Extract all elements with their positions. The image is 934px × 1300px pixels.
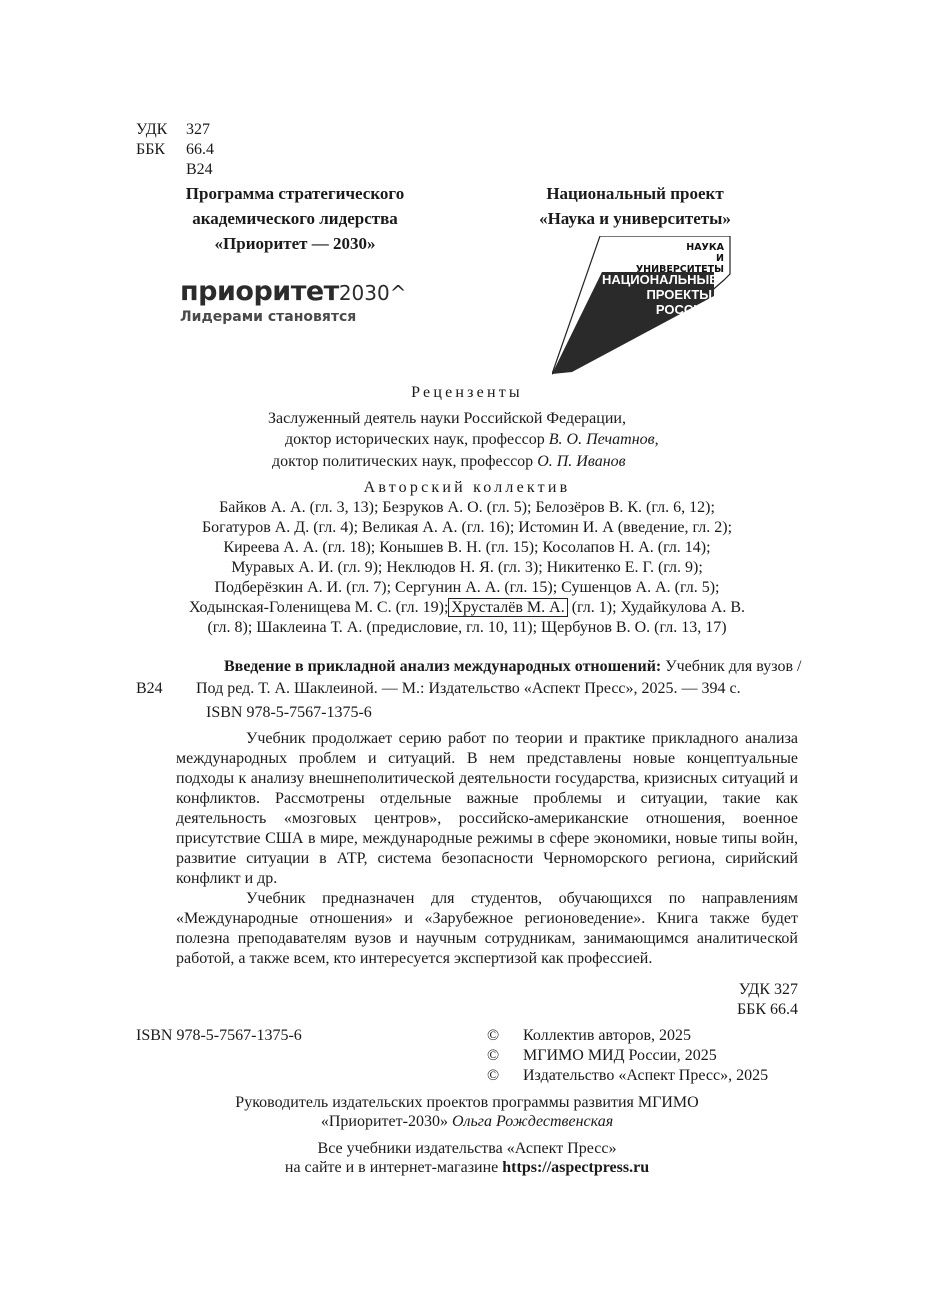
reviewer-2-degree: доктор политических наук, профессор <box>272 453 538 470</box>
authors-line-1: Байков А. А. (гл. 3, 13); Безруков А. О. (гл. 5); Белозёров В. К. (гл. 6, 12); <box>219 499 715 516</box>
logo-small-line-1: НАУКА <box>686 242 724 253</box>
udk-value: 327 <box>186 121 210 138</box>
logo-big-text <box>602 272 718 317</box>
footer-program: «Приоритет-2030» <box>320 1113 452 1130</box>
authors-line-4: Муравых А. И. (гл. 9); Неклюдов Н. Я. (гл. 3); Никитенко Е. Г. (гл. 9); <box>231 559 703 576</box>
annotation <box>176 729 798 969</box>
isbn-bottom: ISBN 978-5-7567-1375-6 <box>136 1027 302 1044</box>
reviewer-1-name: В. О. Печатнов, <box>548 431 659 448</box>
copyright-row-3 <box>487 1066 768 1086</box>
copyright-row-2 <box>487 1046 717 1066</box>
logo-big-line-3: РОССИИ <box>655 302 712 317</box>
program-line-2: академического лидерства <box>192 209 398 228</box>
udk-code <box>136 120 210 140</box>
priority-2030-logo <box>180 276 406 325</box>
author-mark: В24 <box>186 161 213 178</box>
footer-line-3: Все учебники издательства «Аспект Пресс» <box>317 1140 617 1157</box>
authors-line-5: Подберёзкин А. И. (гл. 7); Сергунин А. А. (гл. 15); Сушенцов А. А. (гл. 5); <box>214 579 720 596</box>
book-title: Введение в прикладной анализ международных отношений: <box>224 658 662 675</box>
program-heading <box>150 181 440 256</box>
copyright-symbol: © <box>487 1047 500 1064</box>
author-rest: (гл. 1); Худайкулова А. В. <box>567 599 745 616</box>
footer-site-text: на сайте и в интернет-магазине <box>284 1159 503 1176</box>
logo-small-line-2: И УНИВЕРСИТЕТЫ <box>635 253 724 275</box>
authors-line-7: (гл. 8); Шаклеина Т. А. (предисловие, гл. 10, 11); Щербунов В. О. (гл. 13, 17) <box>207 619 727 636</box>
program-line-3: «Приоритет — 2030» <box>214 234 376 253</box>
bbk-value: 66.4 <box>186 141 214 158</box>
citation-mark: В24 <box>136 680 163 697</box>
copyright-item: Коллектив авторов, 2025 <box>523 1027 691 1044</box>
copyright-item: Издательство «Аспект Пресс», 2025 <box>523 1067 769 1084</box>
bbk-bottom: ББК 66.4 <box>736 1001 798 1018</box>
authors-line-3: Киреева А. А. (гл. 18); Конышев В. Н. (гл. 15); Косолапов Н. А. (гл. 14); <box>223 539 711 556</box>
reviewer-1-line-2 <box>285 430 659 450</box>
footer-line-1: Руководитель издательских проектов программы развития МГИМО <box>235 1094 699 1111</box>
logo-small-text <box>632 242 724 275</box>
footer-line-4 <box>0 1158 934 1178</box>
highlighted-author[interactable]: Хрусталёв М. А. <box>448 598 567 617</box>
national-projects-logo <box>552 236 732 376</box>
authors-line-2: Богатуров А. Д. (гл. 4); Великая А. А. (гл. 16); Истомин И. А (введение, гл. 2); <box>201 519 733 536</box>
reviewer-2-name: О. П. Иванов <box>537 453 626 470</box>
project-line-2: «Наука и университеты» <box>539 209 731 228</box>
citation-title-line <box>224 657 801 677</box>
reviewer-1-line-1: Заслуженный деятель науки Российской Федерации, <box>268 410 626 427</box>
footer-line-2 <box>0 1112 934 1132</box>
logo-year: 2030^ <box>338 281 407 305</box>
annotation-paragraph-2: Учебник предназначен для студентов, обучающихся по направлениям «Международные отношения» и «Зарубежное регионоведение». Книга также будет полезна преподавателям вузов и научным сотрудникам, занимающимся аналитической работой, а также всем, кто интересуется экспертизой как профессией. <box>176 890 798 967</box>
logo-tagline: Лидерами становятся <box>180 309 357 325</box>
udk-label: УДК <box>136 121 168 138</box>
bbk-code <box>136 140 214 160</box>
reviewers-title: Рецензенты <box>411 384 523 401</box>
book-title-rest: Учебник для вузов / <box>661 658 802 675</box>
citation-publisher-line: Под ред. Т. А. Шаклеиной. — М.: Издательство «Аспект Пресс», 2025. — 394 с. <box>196 680 741 697</box>
project-heading <box>490 181 780 231</box>
authors-line-6 <box>0 598 934 618</box>
project-line-1: Национальный проект <box>546 184 724 203</box>
udk-bottom: УДК 327 <box>738 981 798 998</box>
copyright-item: МГИМО МИД России, 2025 <box>523 1047 717 1064</box>
copyright-symbol: © <box>487 1067 500 1084</box>
copyright-symbol: © <box>487 1027 500 1044</box>
logo-big-line-1: НАЦИОНАЛЬНЫЕ <box>602 272 718 287</box>
citation-isbn: ISBN 978-5-7567-1375-6 <box>206 704 372 721</box>
authors-title: Авторский коллектив <box>363 479 571 496</box>
annotation-paragraph-1: Учебник продолжает серию работ по теории и практике прикладного анализа международных проблем и ситуаций. В нем представлены новые концептуальные подходы к анализу внешнеполитической деятельности государства, кризисных ситуаций и конфликтов. Рассмотрены отдельные важные проблемы и ситуации, такие как деятельность «мозговых центров», российско-американские отношения, военное присутствие США в мире, международные режимы в сфере экономики, новые типы войн, развитие ситуации в АТР, система безопасности Черноморского региона, сирийский конфликт и др. <box>176 730 798 887</box>
program-line-1: Программа стратегического <box>185 184 405 203</box>
reviewer-2-line <box>272 452 626 472</box>
publisher-url-link[interactable]: https://aspectpress.ru <box>502 1159 650 1176</box>
author-khodynskaya: Ходынская-Голенищева М. С. (гл. 19); <box>189 599 449 616</box>
logo-big-line-2: ПРОЕКТЫ <box>646 287 712 302</box>
footer-manager-name: Ольга Рождественская <box>451 1113 614 1130</box>
copyright-row-1 <box>487 1026 691 1046</box>
bbk-label: ББК <box>136 141 166 158</box>
logo-word: приоритет <box>180 276 339 307</box>
reviewer-1-degree: доктор исторических наук, профессор <box>285 431 549 448</box>
